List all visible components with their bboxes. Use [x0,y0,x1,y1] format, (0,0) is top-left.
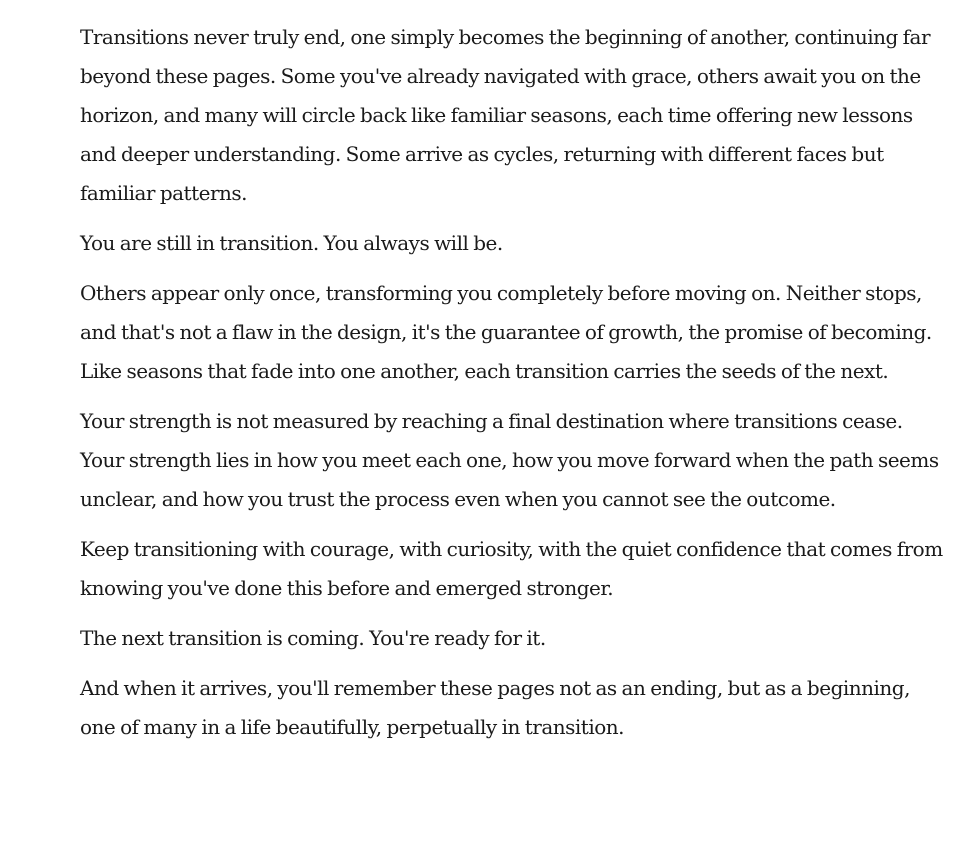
paragraph-still-in-transition: You are still in transition. You always will be. [80,231,503,255]
paragraph-transitions-never-end: Transitions never truly end, one simply becomes the beginning of another, continuing far beyond these pages. Some you've already navigated with grace, others await you on the horizon, and many will circle back like familiar seasons, each time offering new lessons and deeper understanding. Some arrive as cycles, returning with different faces but familiar patterns. [80,25,931,205]
paragraph-when-it-arrives: And when it arrives, you'll remember these pages not as an ending, but as a beginning, one of many in a life beautifully, perpetually in transition. [80,676,910,739]
document-body [80,18,950,758]
paragraph-keep-transitioning: Keep transitioning with courage, with curiosity, with the quiet confidence that comes from knowing you've done this before and emerged stronger. [80,537,943,600]
paragraph-next-transition: The next transition is coming. You're ready for it. [80,626,546,650]
paragraph-others-appear-once: Others appear only once, transforming you completely before moving on. Neither stops, and that's not a flaw in the design, it's the guarantee of growth, the promise of becoming. Like seasons that fade into one another, each transition carries the seeds of the next. [80,281,932,383]
paragraph-your-strength: Your strength is not measured by reaching a final destination where transitions cease. Your strength lies in how you meet each one, how you move forward when the path seems unclear, and how you trust the process even when you cannot see the outcome. [80,409,939,511]
